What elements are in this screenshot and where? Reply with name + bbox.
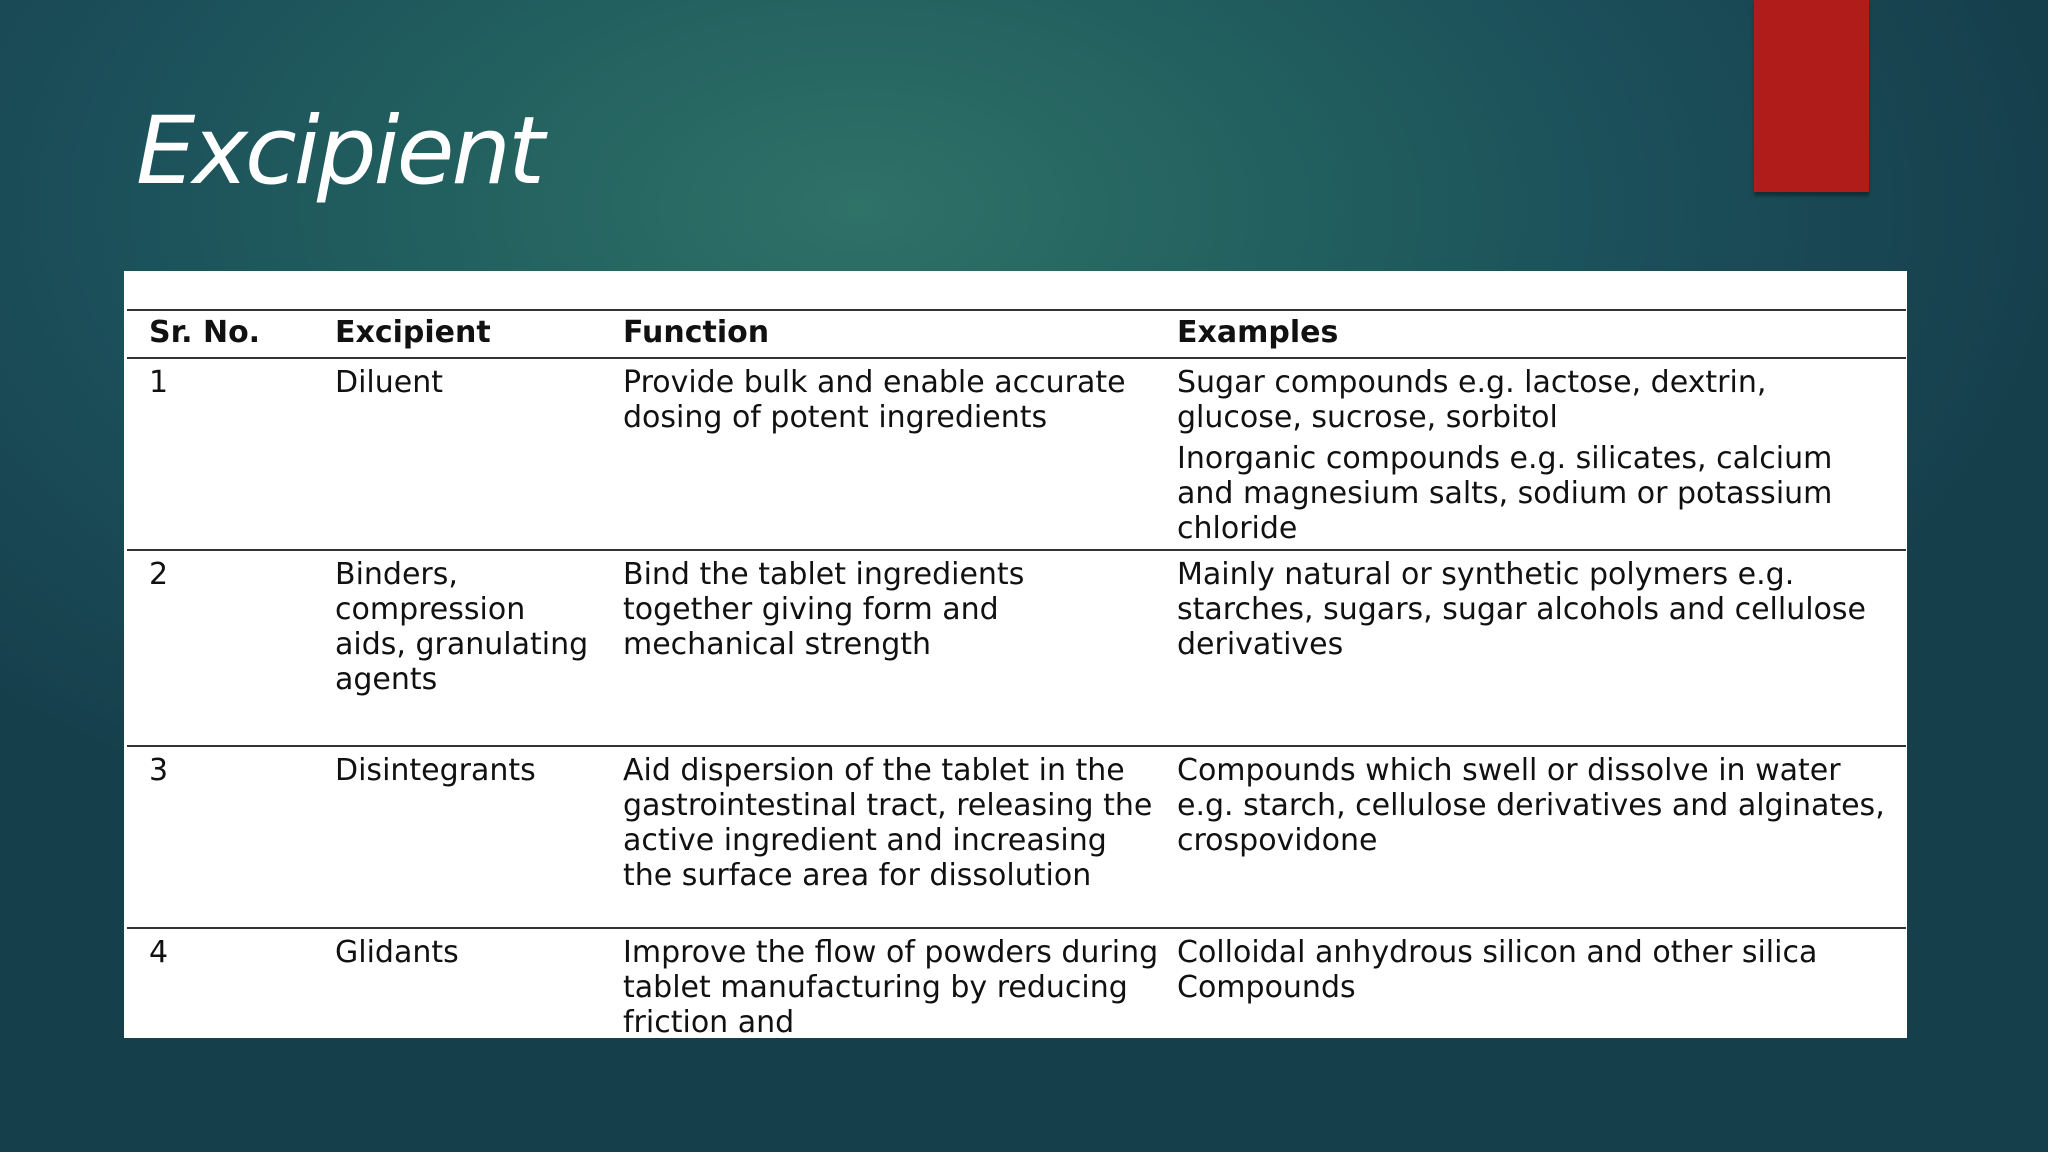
cell-function: Provide bulk and enable accurate dosing of potent ingredients [613, 358, 1167, 550]
header-sr-no: Sr. No. [127, 310, 317, 358]
table-row [127, 550, 1906, 746]
cell-examples: Colloidal anhydrous silicon and other silica Compounds [1177, 935, 1818, 1005]
cell-excipient: Diluent [317, 358, 613, 550]
cell-function: Improve the flow of powders during tablet manufacturing by reducing friction and [623, 935, 1159, 1038]
header-examples: Examples [1167, 310, 1906, 358]
examples-sugar: Sugar compounds e.g. lactose, dextrin, glucose, sucrose, sorbitol [1177, 365, 1767, 435]
cell-examples [1167, 358, 1906, 550]
cell-function: Bind the tablet ingredients together giving form and mechanical strength [613, 550, 1167, 746]
table-row [127, 928, 1906, 1038]
cell-sr-no: 1 [127, 358, 317, 550]
slide-title: Excipient [136, 97, 542, 206]
table-row [127, 746, 1906, 928]
header-excipient: Excipient [317, 310, 613, 358]
accent-bar [1754, 0, 1869, 192]
cell-sr-no: 2 [127, 550, 317, 746]
excipient-table-image [124, 271, 1907, 1038]
table-row [127, 358, 1906, 550]
cell-sr-no: 4 [149, 935, 169, 970]
cell-sr-no: 3 [127, 746, 317, 928]
cell-examples: Compounds which swell or dissolve in water e.g. starch, cellulose derivatives and alginates, crospovidone [1167, 746, 1906, 928]
cell-excipient: Glidants [335, 935, 459, 970]
cell-function: Aid dispersion of the tablet in the gastrointestinal tract, releasing the active ingredient and increasing the surface area for dissolution [613, 746, 1167, 928]
examples-inorganic: Inorganic compounds e.g. silicates, calcium and magnesium salts, sodium or potassium chloride [1177, 441, 1833, 546]
table-header-row [127, 310, 1906, 358]
header-function: Function [613, 310, 1167, 358]
cell-excipient: Binders, compression aids, granulating agents [317, 550, 613, 746]
cell-examples: Mainly natural or synthetic polymers e.g. starches, sugars, sugar alcohols and cellulose derivatives [1167, 550, 1906, 746]
excipient-table [127, 309, 1906, 1038]
cell-excipient: Disintegrants [317, 746, 613, 928]
